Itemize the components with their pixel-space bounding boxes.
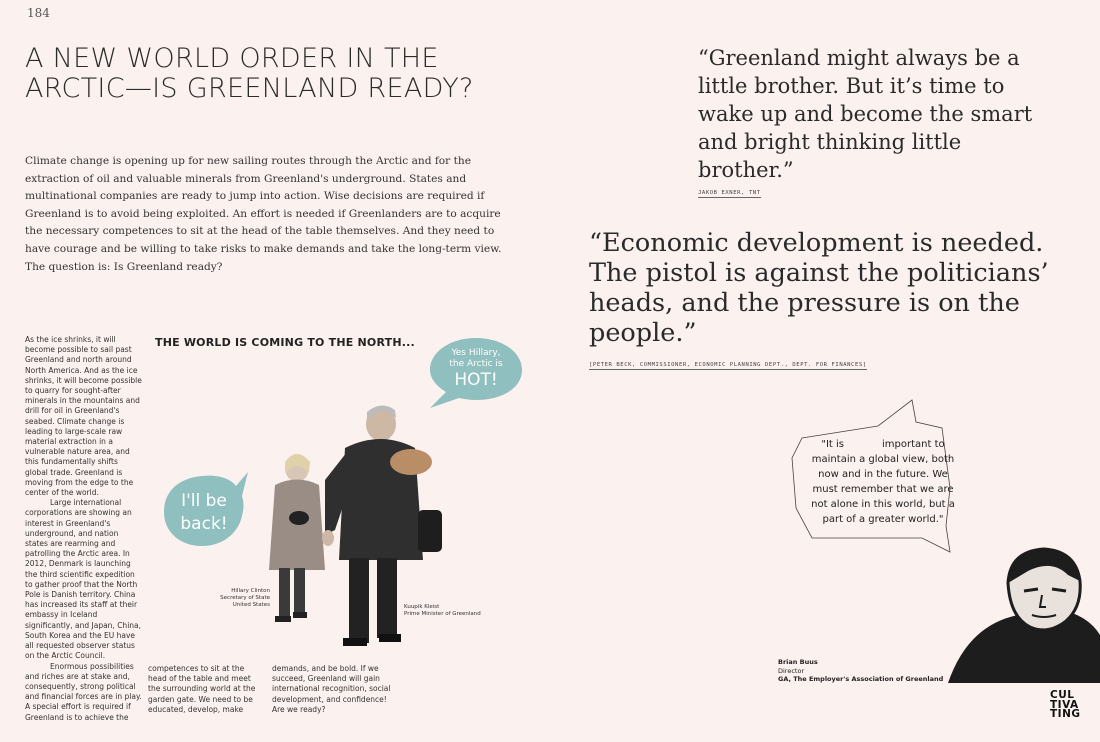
title-line-2: ARCTIC—IS GREENLAND READY? bbox=[25, 73, 474, 104]
body-paragraph: Enormous possibilities and riches are at stake and, consequently, strong political and financial forces are in play. A special effort is required if Greenland is to achieve the bbox=[25, 661, 142, 722]
bubble-line: back! bbox=[180, 514, 228, 534]
pull-quote-2: “Economic development is needed. The pistol is against the politicians’ heads, and the pressure is on the people.” bbox=[589, 228, 1049, 348]
caption-line: Prime Minister of Greenland bbox=[404, 611, 481, 617]
bubble-line: Yes Hillary, bbox=[451, 348, 501, 358]
bubble-line: I'll be bbox=[181, 491, 227, 511]
bubble-line: the Arctic is bbox=[449, 359, 503, 369]
person-caption bbox=[778, 658, 943, 684]
logo-line: TIVA bbox=[1050, 698, 1079, 711]
person-role: Director bbox=[778, 666, 805, 675]
body-column-3: demands, and be bold. If we succeed, Greenland will gain international recognition, social development, and confidence! Are we ready? bbox=[272, 664, 391, 714]
logo-line: CUL bbox=[1050, 689, 1075, 701]
portrait-brian-buus bbox=[948, 545, 1100, 685]
pull-quote-1: “Greenland might always be a little brother. But it’s time to wake up and become the smart and bright thinking little brother.” bbox=[698, 46, 1033, 182]
body-column-2: competences to sit at the head of the table and meet the surrounding world at the garden gate. We need to be educated, develop, make bbox=[148, 664, 256, 714]
person-org: GA, The Employer's Association of Greenland bbox=[778, 675, 944, 683]
caption-line: Hillary Clinton bbox=[231, 588, 270, 594]
title-line-1: A NEW WORLD ORDER IN THE bbox=[25, 43, 439, 74]
person-name: Brian Buus bbox=[778, 658, 818, 666]
speech-rest: important to maintain a global view, both now and in the future. We must remember that we are not alone in this world, but a part of a greater world." bbox=[811, 439, 955, 525]
bubble-hillary-text bbox=[436, 348, 516, 390]
caption-line: Secretary of State bbox=[220, 595, 270, 601]
body-column-1 bbox=[25, 335, 143, 723]
caption-kuupik bbox=[404, 604, 494, 618]
body-paragraph: As the ice shrinks, it will become possible to sail past Greenland and north around North America. And as the ice shrinks, it will become possible to quarry for sought-after minerals in the mountains and drill for oil in Greenland's seabed. Climate change is leading to large-scale raw material extraction in a vulnerable nature area, and this fundamentally shifts global trade. Greenland is moving from the edge to the center of the world. bbox=[25, 335, 142, 498]
caption-line: Kuupik Kleist bbox=[404, 604, 440, 610]
speech-lead: "It is bbox=[821, 439, 844, 450]
page-title bbox=[25, 44, 495, 104]
intro-paragraph: Climate change is opening up for new sailing routes through the Arctic and for the extraction of oil and valuable minerals from Greenland's underground. States and multinational companies are ready to jump into action. Wise decisions are required if Greenland is to avoid being exploited. An effort is needed if Greenlanders are to acquire the necessary competences to sit at the head of the table themselves. And they need to have courage and be willing to take risks to make demands and take the long-term view. The question is: Is Greenland ready? bbox=[25, 155, 502, 273]
cultivating-logo bbox=[1050, 691, 1080, 720]
pull-quote-1-source: JAKOB EXNER, TNT bbox=[698, 190, 761, 196]
bubble-back-text bbox=[165, 490, 243, 536]
caption-line: United States bbox=[232, 602, 270, 608]
bubble-line-hot: HOT! bbox=[454, 370, 498, 390]
section-heading: THE WORLD IS COMING TO THE NORTH... bbox=[155, 336, 415, 349]
speech-quote bbox=[808, 437, 958, 527]
page-number: 184 bbox=[27, 6, 50, 20]
logo-line: TING bbox=[1050, 708, 1081, 720]
caption-hillary bbox=[205, 588, 270, 609]
pull-quote-2-source: [PETER BECK, COMMISSIONER, ECONOMIC PLANNING DEPT., DEPT. FOR FINANCES] bbox=[589, 362, 867, 368]
body-paragraph: Large international corporations are showing an interest in Greenland's underground, and nation states are rearming and patrolling the Arctic area. In 2012, Denmark is launching the third scientific expedition to gather proof that the North Pole is Danish territory. China has increased its staff at their embassy in Iceland significantly, and Japan, China, South Korea and the EU have all requested observer status on the Arctic Council. bbox=[25, 498, 142, 661]
